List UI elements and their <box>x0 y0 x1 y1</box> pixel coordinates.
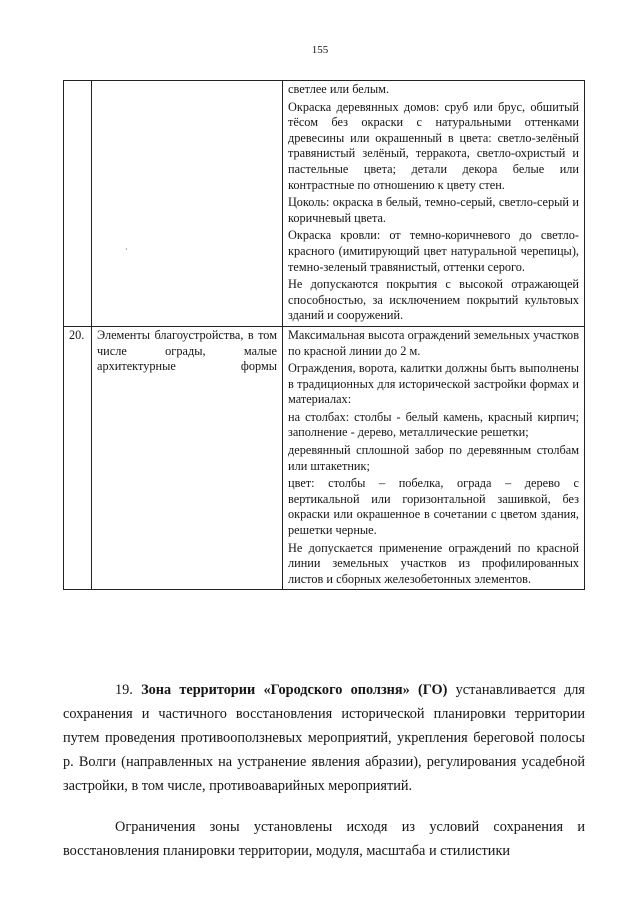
section-19-number: 19. <box>115 682 142 699</box>
requirement-paragraph: Окраска деревянных домов: сруб или брус, обшитый тёсом без окраски с натуральными оттенками древесины или окрашенный в цвета: светло-зелёный травянистый зелёный, терракота, светло-охристый и пастельные цвета; детали декора белые или контрастные по отношению к цвету стен. <box>288 99 579 192</box>
requirements-cell <box>283 326 585 590</box>
section-19-text: устанавливается для сохранения и частичного восстановления исторической планировки территории путем проведения противооползневых мероприятий, укрепления береговой полосы р. Волги (направленных на устранение явления абразии), регулирования усадебной застройки, в том числе, противоаварийных мероприятий. <box>63 682 585 795</box>
requirement-paragraph: Ограждения, ворота, калитки должны быть выполнены в традиционных для исторической застройки формах и материалах: <box>288 361 579 407</box>
table-row-continued <box>64 81 585 327</box>
requirement-paragraph: на столбах: столбы - белый камень, красный кирпич; заполнение - дерево, металлические решетки; <box>288 409 579 440</box>
row-number-cell <box>64 81 92 327</box>
stray-dot: · <box>125 245 128 254</box>
restrictions-paragraph: Ограничения зоны установлены исходя из условий сохранения и восстановления планировки территории, модуля, масштаба и стилистики <box>63 819 585 860</box>
requirement-paragraph: светлее или белым. <box>288 82 390 96</box>
element-name-cell <box>92 81 283 327</box>
requirement-paragraph: Не допускается применение ограждений по красной линии земельных участков из профилированных листов и сборных железобетонных элементов. <box>288 540 579 586</box>
requirement-paragraph: Не допускаются покрытия с высокой отражающей способностью, за исключением покрытий культовых зданий и сооружений. <box>288 277 579 323</box>
table-row-20 <box>64 326 585 590</box>
row-number-cell: 20. <box>64 326 92 590</box>
requirement-paragraph: цвет: столбы – побелка, ограда – дерево с вертикальной или горизонтальной зашивкой, без окраски или окрашенное в сочетании с цветом здания, решетки черные. <box>288 476 579 538</box>
requirement-paragraph: Цоколь: окраска в белый, темно-серый, светло-серый и коричневый цвета. <box>288 195 579 225</box>
section-19-paragraph <box>63 678 585 798</box>
requirement-paragraph: Максимальная высота ограждений земельных участков по красной линии до 2 м. <box>288 327 579 358</box>
requirement-paragraph: Окраска кровли: от темно-коричневого до светло-красного (имитирующий цвет натуральной черепицы), темно-зеленый травянистый, оттенки серого. <box>288 228 579 274</box>
element-name-cell: Элементы благоустройства, в том числе ограды, малые архитектурные формы <box>92 326 283 590</box>
requirements-cell <box>283 81 585 327</box>
requirement-paragraph: деревянный сплошной забор по деревянным столбам или штакетник; <box>288 443 579 473</box>
requirements-table <box>63 80 585 590</box>
section-19-zone-title: Зона территории «Городского оползня» (ГО) <box>141 682 448 699</box>
page-number: 155 <box>311 44 329 56</box>
